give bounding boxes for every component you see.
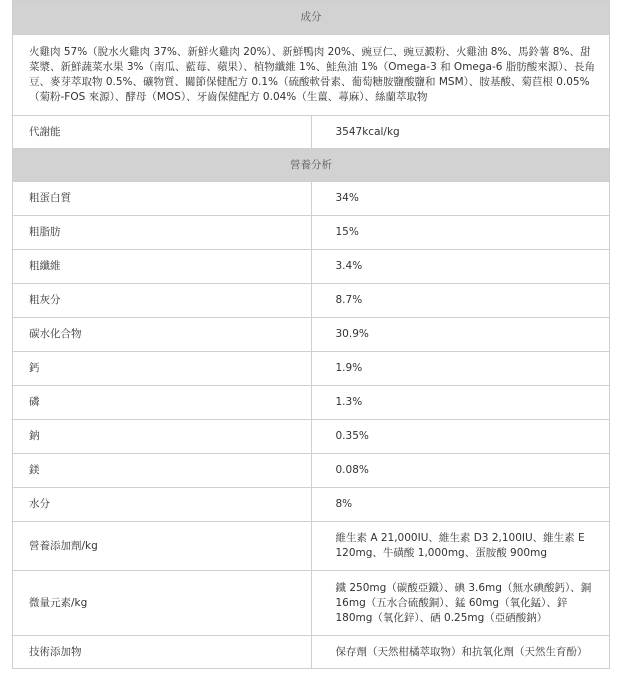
ingredients-header: 成分 (13, 1, 610, 35)
row-label: 碳水化合物 (13, 318, 312, 352)
row-label: 粗蛋白質 (13, 182, 312, 216)
row-value: 34% (311, 182, 610, 216)
row-value: 15% (311, 216, 610, 250)
trace-elements-value: 鐵 250mg（碳酸亞鐵）、碘 3.6mg（無水碘酸鈣）、銅 16mg（五水合硫酸銅）、錳 60mg（氧化錳）、鋅 180mg（氧化鋅）、硒 0.25mg（亞硒酸鈉） (311, 571, 610, 636)
row-value: 30.9% (311, 318, 610, 352)
table-row (13, 488, 610, 522)
row-value: 8.7% (311, 284, 610, 318)
row-label: 鈉 (13, 420, 312, 454)
row-label: 粗纖維 (13, 250, 312, 284)
table-row (13, 636, 610, 669)
additives-value: 維生素 A 21,000IU、維生素 D3 2,100IU、維生素 E 120mg、牛磺酸 1,000mg、蛋胺酸 900mg (311, 522, 610, 571)
table-row (13, 182, 610, 216)
table-row (13, 571, 610, 636)
table-row (13, 352, 610, 386)
analysis-header: 營養分析 (13, 149, 610, 182)
row-value: 3.4% (311, 250, 610, 284)
table-row (13, 386, 610, 420)
table-row (13, 284, 610, 318)
row-label: 粗灰分 (13, 284, 312, 318)
row-label: 鎂 (13, 454, 312, 488)
row-label: 鈣 (13, 352, 312, 386)
table-row (13, 454, 610, 488)
row-value: 8% (311, 488, 610, 522)
row-value: 1.9% (311, 352, 610, 386)
additives-label: 營養添加劑/kg (13, 522, 312, 571)
table-row (13, 522, 610, 571)
table-row (13, 420, 610, 454)
table-row (13, 216, 610, 250)
row-label: 粗脂肪 (13, 216, 312, 250)
tech-additives-label: 技術添加物 (13, 636, 312, 669)
nutrition-table-wrapper (12, 0, 610, 669)
nutrition-table (12, 0, 610, 669)
table-row (13, 318, 610, 352)
row-label: 水分 (13, 488, 312, 522)
energy-label: 代謝能 (13, 116, 312, 149)
row-value: 0.08% (311, 454, 610, 488)
tech-additives-value: 保存劑（天然柑橘萃取物）和抗氧化劑（天然生育酚） (311, 636, 610, 669)
row-label: 磷 (13, 386, 312, 420)
trace-elements-label: 微量元素/kg (13, 571, 312, 636)
ingredients-text: 火雞肉 57%（脫水火雞肉 37%、新鮮火雞肉 20%）、新鮮鴨肉 20%、豌豆仁、豌豆澱粉、火雞油 8%、馬鈴薯 8%、甜菜漿、新鮮蔬菜水果 3%（南瓜、藍莓、蘋果）、植物纖維 1%、鮭魚油 1%（Omega-3 和 Omega-6 脂肪酸來源）、長角豆、麥芽萃取物 0.5%、礦物質、關節保健配方 0.1%（硫酸軟骨素、葡萄糖胺鹽酸鹽和 MSM）、胺基酸、菊苣根 0.05%（菊粉-FOS 來源）、酵母（MOS）、牙齒保健配方 0.04%（生薑、蕁麻）、絲蘭萃取物 (13, 35, 610, 116)
energy-value: 3547kcal/kg (311, 116, 610, 149)
row-value: 0.35% (311, 420, 610, 454)
row-value: 1.3% (311, 386, 610, 420)
table-row (13, 250, 610, 284)
